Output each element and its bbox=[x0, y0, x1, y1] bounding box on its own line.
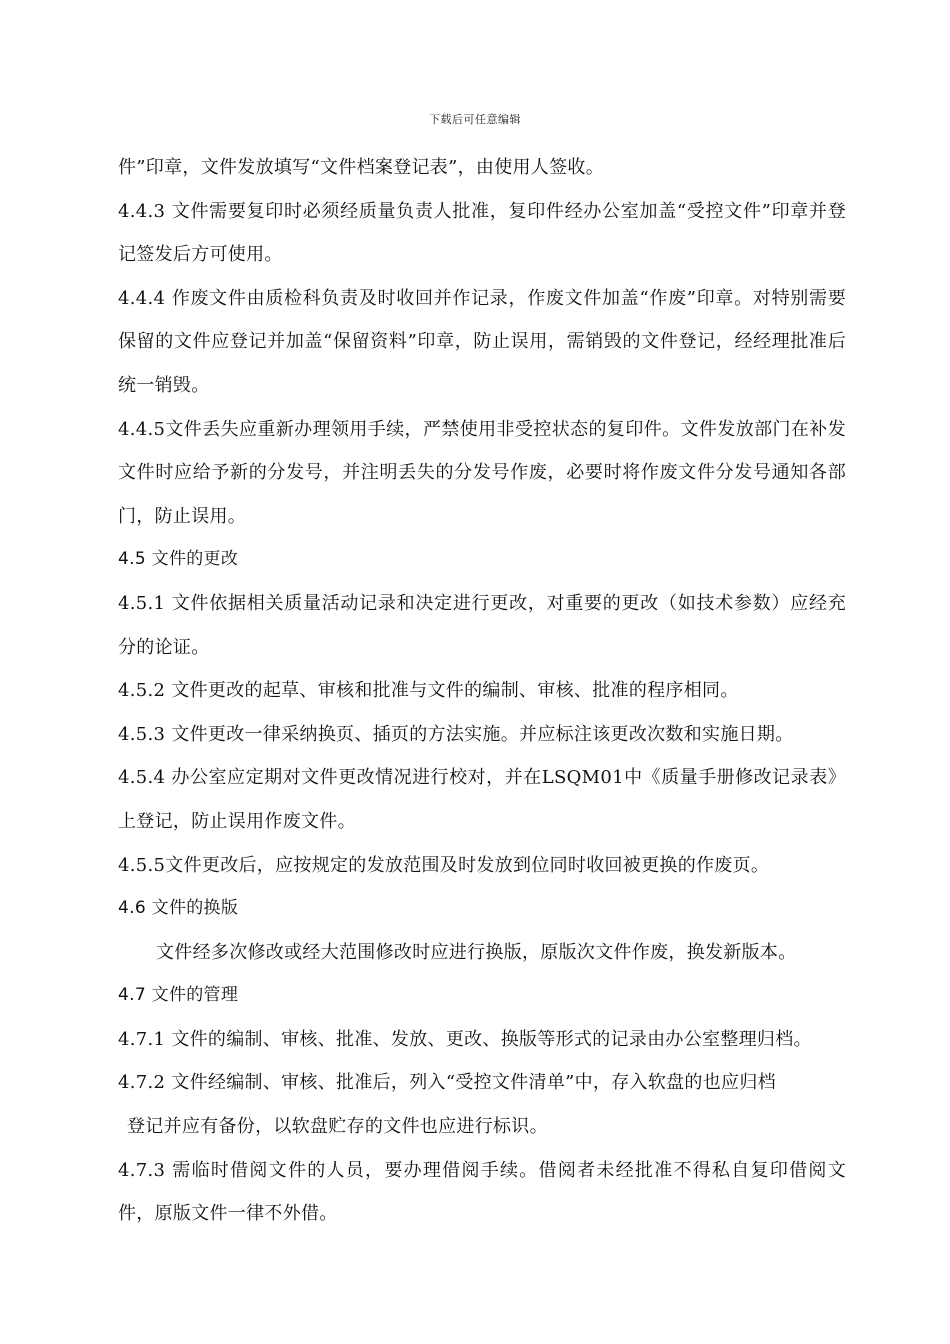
paragraph-4-5-5: 4.5.5文件更改后，应按规定的发放范围及时发放到位同时收回被更换的作废页。 bbox=[118, 854, 770, 876]
paragraph-4-4-5: 4.4.5文件丢失应重新办理领用手续，严禁使用非受控状态的复印件。文件发放部门在补发文件时应给予新的分发号，并注明丢失的分发号作废，必要时将作废文件分发号通知各部门，防止误用。 bbox=[118, 418, 846, 527]
heading-4-6: 4.6 文件的换版 bbox=[118, 898, 239, 919]
paragraph-4-5-4: 4.5.4 办公室应定期对文件更改情况进行校对，并在LSQM01中《质量手册修改记录表》上登记，防止误用作废文件。 bbox=[118, 767, 846, 832]
header-note: 下载后可任意编辑 bbox=[429, 113, 521, 126]
paragraph-4-4-3: 4.4.3 文件需要复印时必须经质量负责人批准，复印件经办公室加盖“受控文件”印章并登记签发后方可使用。 bbox=[118, 200, 846, 266]
paragraph-4-5-2: 4.5.2 文件更改的起草、审核和批准与文件的编制、审核、批准的程序相同。 bbox=[118, 680, 739, 702]
paragraph-4-5-3: 4.5.3 文件更改一律采纳换页、插页的方法实施。并应标注该更改次数和实施日期。 bbox=[118, 723, 794, 745]
paragraph-4-4-4: 4.4.4 作废文件由质检科负责及时收回并作记录，作废文件加盖“作废”印章。对特别需要保留的文件应登记并加盖“保留资料”印章，防止误用，需销毁的文件登记，经经理批准后统一销毁。 bbox=[118, 287, 846, 396]
paragraph-4-7-2-line2: 登记并应有备份，以软盘贮存的文件也应进行标识。 bbox=[127, 1116, 548, 1138]
paragraph-4-5-1: 4.5.1 文件依据相关质量活动记录和决定进行更改，对重要的更改（如技术参数）应经充分的论证。 bbox=[118, 592, 846, 658]
paragraph-4-6: 文件经多次修改或经大范围修改时应进行换版，原版次文件作废，换发新版本。 bbox=[156, 941, 797, 963]
heading-4-5: 4.5 文件的更改 bbox=[118, 549, 239, 570]
paragraph-4-7-2-line1: 4.7.2 文件经编制、审核、批准后，列入“受控文件清单”中，存入软盘的也应归档 bbox=[118, 1072, 776, 1094]
paragraph-4-7-3: 4.7.3 需临时借阅文件的人员，要办理借阅手续。借阅者未经批准不得私自复印借阅文件，原版文件一律不外借。 bbox=[118, 1159, 846, 1225]
heading-4-7: 4.7 文件的管理 bbox=[118, 985, 239, 1006]
document-body bbox=[118, 146, 846, 1236]
paragraph-4-4-2-tail: 件”印章，文件发放填写“文件档案登记表”，由使用人签收。 bbox=[118, 157, 605, 178]
paragraph-4-7-1: 4.7.1 文件的编制、审核、批准、发放、更改、换版等形式的记录由办公室整理归档。 bbox=[118, 1028, 812, 1050]
